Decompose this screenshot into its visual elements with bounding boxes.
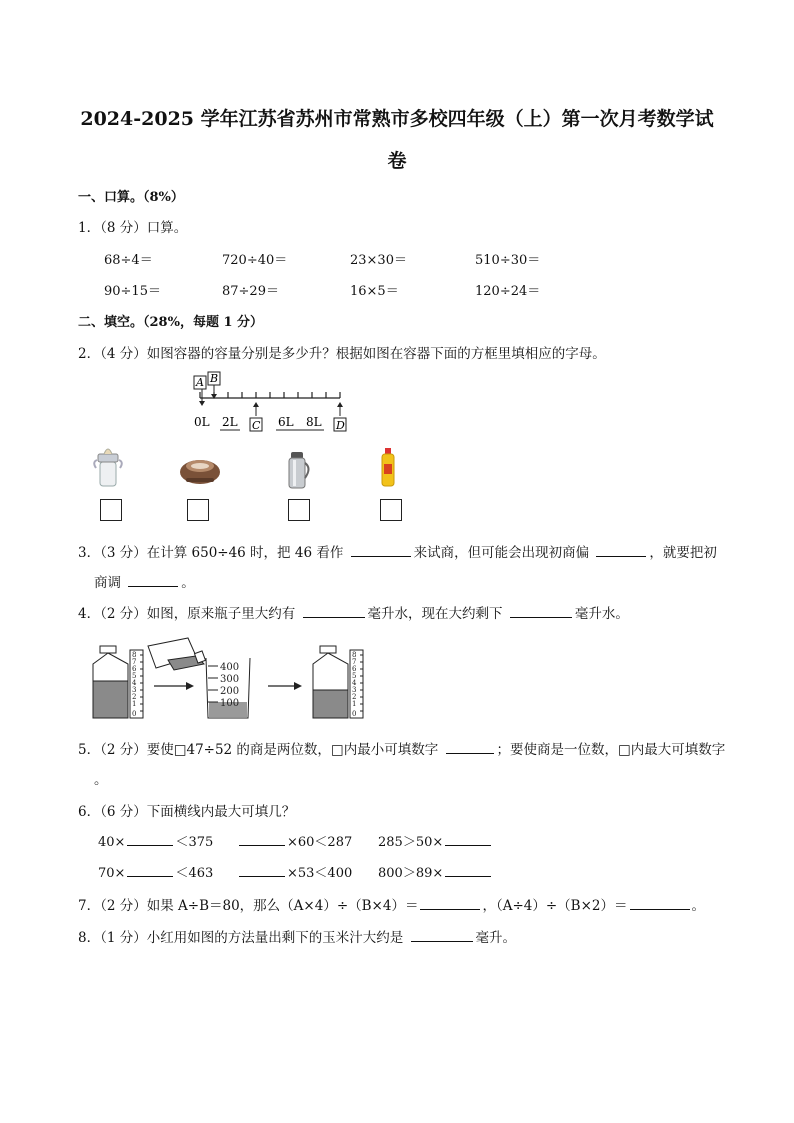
ruler-letter-b: B: [210, 372, 219, 385]
bottle-tick: 1: [132, 700, 137, 708]
ruler-label-0l: 0L: [194, 415, 210, 429]
juice-bottle-icon: [382, 448, 394, 486]
q1-item: 90÷15＝: [104, 284, 161, 299]
bottle-tick: 0: [132, 710, 137, 718]
q3-text-part4: 商调: [94, 575, 121, 591]
q6-part: ×60＜287: [287, 835, 353, 850]
bottle-after-icon: [313, 646, 348, 718]
q7-line: [78, 894, 705, 914]
ruler-label-2l: 2L: [222, 415, 238, 429]
bottle-tick: 6: [132, 665, 137, 673]
q7-text-part2: ，（A÷4）÷（B×2）＝: [482, 898, 628, 914]
ruler-letter-a: A: [196, 376, 204, 389]
q3-blank-1[interactable]: [351, 543, 411, 557]
q6-part: ＜463: [175, 866, 214, 881]
q1-item: 68÷4＝: [104, 253, 153, 268]
q5-blank-1[interactable]: [446, 740, 494, 754]
ruler-letter-d: D: [336, 419, 345, 432]
q1-item: 87÷29＝: [222, 284, 279, 299]
bottle-tick: 5: [352, 672, 357, 680]
q5-text-part2: ；要使商是一位数，□内最大可填数字: [496, 742, 726, 758]
q6-part: 285＞50×: [378, 835, 444, 850]
q6-blank[interactable]: [445, 863, 491, 877]
q5-text-part1: 5．（2 分）要使□47÷52 的商是两位数，□内最小可填数字: [78, 742, 439, 758]
ruler-letter-c: C: [252, 419, 261, 432]
q6-part: ×53＜400: [287, 866, 353, 881]
q3-text-part5: 。: [181, 575, 195, 591]
q1-item: 16×5＝: [350, 284, 399, 299]
baby-bottle-icon: [94, 449, 122, 486]
cup-tick: 400: [220, 662, 240, 673]
q6-text: 6．（6 分）下面横线内最大可填几？: [78, 804, 296, 820]
q3-line1: [78, 541, 717, 561]
bottle-tick: 1: [352, 700, 357, 708]
q5-line1: [78, 738, 725, 758]
answer-box-thermos[interactable]: [288, 499, 310, 521]
cup-tick: 100: [220, 698, 240, 709]
q2-figure: [88, 368, 408, 528]
q8-text-part2: 毫升。: [475, 930, 517, 946]
q3-line2: [94, 571, 195, 591]
q6-part: 40×: [98, 835, 126, 850]
q4-blank-2[interactable]: [510, 604, 572, 618]
q6-item: [237, 831, 352, 850]
bottle-tick: 3: [132, 686, 137, 694]
section1-heading: 一、口算。（8%）: [78, 190, 184, 205]
cup-tick: 300: [220, 674, 240, 685]
q1-text: 1．（8 分）口算。: [78, 220, 188, 236]
cup-tick: 200: [220, 686, 240, 697]
q2-text: 2．（4 分）如图容器的容量分别是多少升？根据如图在容器下面的方框里填相应的字母。: [78, 346, 606, 362]
ruler-label-8l: 8L: [306, 415, 322, 429]
bottle-tick: 4: [132, 679, 137, 687]
q7-text-part3: 。: [691, 898, 705, 914]
q3-text-part1: 3．（3 分）在计算 650÷46 时，把 46 看作: [78, 545, 344, 561]
q6-item: [98, 831, 213, 850]
bottle-tick: 0: [352, 710, 357, 718]
bottle-tick: 2: [132, 693, 137, 701]
thermos-icon: [289, 452, 309, 488]
bottle-tick: 4: [352, 679, 357, 687]
q1-item: 23×30＝: [350, 253, 407, 268]
foot-basin-icon: [180, 460, 220, 484]
q4-text-part1: 4．（2 分）如图，原来瓶子里大约有: [78, 606, 296, 622]
q6-part: ＜375: [175, 835, 214, 850]
q4-figure: [88, 634, 378, 724]
q6-item: [378, 862, 493, 881]
q3-blank-3[interactable]: [128, 573, 178, 587]
q1-item: 510÷30＝: [475, 253, 541, 268]
q1-item: 720÷40＝: [222, 253, 288, 268]
q5-line2: [94, 768, 108, 788]
bottle-before-icon: [93, 646, 128, 718]
answer-box-baby-bottle[interactable]: [100, 499, 122, 521]
q8-line: [78, 926, 516, 946]
bottle-tick: 6: [352, 665, 357, 673]
q7-blank-1[interactable]: [420, 896, 480, 910]
ruler-label-6l: 6L: [278, 415, 294, 429]
q6-item: [237, 862, 352, 881]
q6-blank[interactable]: [127, 832, 173, 846]
q6-blank[interactable]: [127, 863, 173, 877]
bottle-tick: 7: [352, 658, 357, 666]
section2-heading: 二、填空。（28%，每题 1 分）: [78, 315, 264, 330]
q4-text-part3: 毫升水。: [574, 606, 629, 622]
pouring-bottle-icon: [148, 638, 205, 670]
q3-text-part3: ，就要把初: [649, 545, 717, 561]
q6-blank[interactable]: [239, 832, 285, 846]
q6-blank[interactable]: [239, 863, 285, 877]
q5-text-part3: 。: [94, 772, 108, 788]
bottle-tick: 8: [352, 651, 357, 659]
q7-text-part1: 7．（2 分）如果 A÷B＝80，那么（A×4）÷（B×4）＝: [78, 898, 419, 914]
q4-line: [78, 602, 629, 622]
bottle-tick: 2: [352, 693, 357, 701]
q6-blank[interactable]: [445, 832, 491, 846]
bottle-tick: 7: [132, 658, 137, 666]
paper-title-line2: 卷: [387, 150, 407, 172]
q6-item: [98, 862, 213, 881]
q8-blank-1[interactable]: [411, 928, 473, 942]
q4-blank-1[interactable]: [303, 604, 365, 618]
q3-blank-2[interactable]: [596, 543, 646, 557]
q8-text-part1: 8．（1 分）小红用如图的方法量出剩下的玉米汁大约是: [78, 930, 404, 946]
q3-text-part2: 来试商，但可能会出现初商偏: [413, 545, 590, 561]
q6-item: [378, 831, 493, 850]
q6-part: 800＞89×: [378, 866, 444, 881]
q6-part: 70×: [98, 866, 126, 881]
q1-item: 120÷24＝: [475, 284, 541, 299]
q4-text-part2: 毫升水，现在大约剩下: [367, 606, 503, 622]
answer-box-juice-bottle[interactable]: [380, 499, 402, 521]
q7-blank-2[interactable]: [630, 896, 690, 910]
answer-box-foot-basin[interactable]: [187, 499, 209, 521]
bottle-tick: 3: [352, 686, 357, 694]
bottle-tick: 5: [132, 672, 137, 680]
bottle-tick: 8: [132, 651, 137, 659]
paper-title-line1: 2024-2025 学年江苏省苏州市常熟市多校四年级（上）第一次月考数学试: [80, 108, 714, 130]
